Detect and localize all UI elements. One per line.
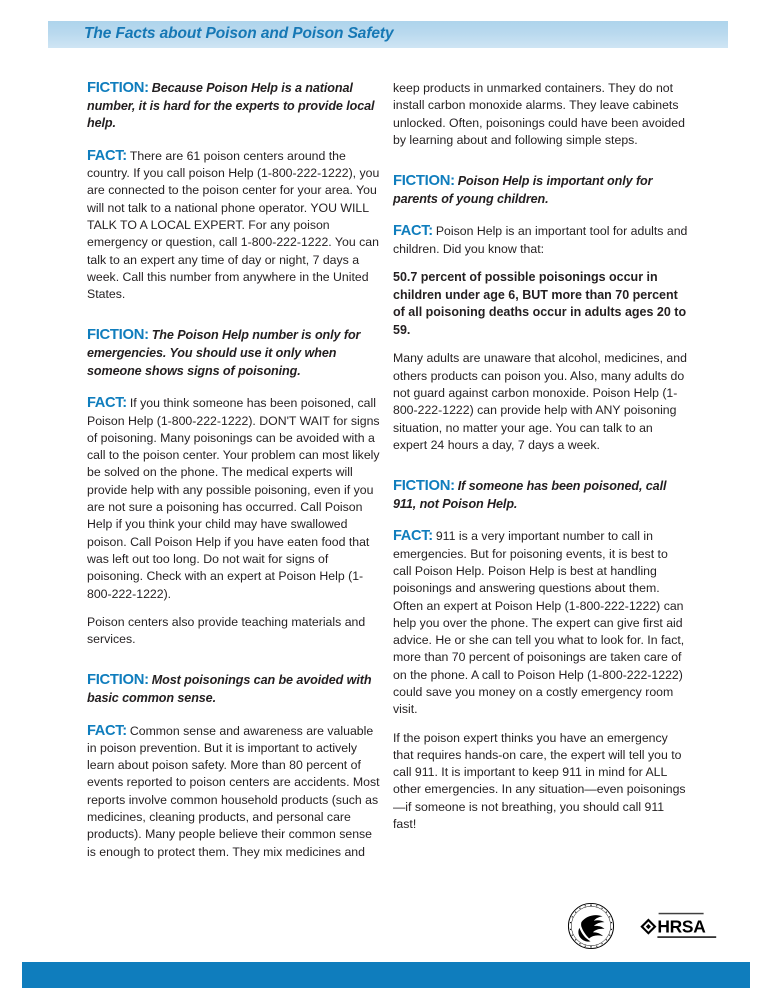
qa-block-3 — [87, 672, 383, 861]
fact-paragraph-3 — [87, 723, 383, 861]
fiction-label: FICTION: — [393, 173, 455, 190]
fact-extra-paragraph-4: Many adults are unaware that alcohol, medicines, and others products can poison you. Also, many adults do not guard against carbon monoxide. Poison Help (1-800-222-1222) can provide help with ANY poisoning situation, no matter your age. You can talk to an expert 24 hours a day, 7 days a week. — [393, 351, 687, 452]
fact-label: FACT: — [393, 528, 433, 545]
fiction-label: FICTION: — [87, 327, 149, 344]
fiction-label: FICTION: — [393, 478, 455, 495]
fact-text: Common sense and awareness are valuable in poison prevention. But it is important to actively learn about poison safety. More than 80 percent of events reported to poison centers are accidents. Most reports involve common household products (such as medicines, cleaning products, and personal care products). Many people believe their common sense is enough to protect them. They mix medicines and — [87, 723, 380, 859]
fiction-label: FICTION: — [87, 80, 149, 96]
block-spacer — [393, 465, 689, 478]
hrsa-wordmark-icon — [640, 911, 724, 941]
block-spacer — [393, 160, 689, 173]
right-column — [393, 80, 689, 844]
fiction-paragraph-4 — [393, 173, 689, 208]
block-spacer — [87, 659, 383, 672]
fact-paragraph-4 — [393, 223, 689, 258]
fact-label: FACT: — [393, 223, 433, 240]
svg-text:HRSA: HRSA — [657, 916, 706, 937]
qa-block-5 — [393, 478, 689, 833]
fiction-text: The Poison Help number is only for emergencies. You should use it only when someone shows signs of poisoning. — [87, 328, 361, 378]
block-spacer — [87, 314, 383, 327]
hhs-seal-icon — [566, 902, 616, 950]
fact-paragraph-1 — [87, 148, 383, 304]
continuation-paragraph: keep products in unmarked containers. They do not install carbon monoxide alarms. They leave cabinets unlocked. Often, poisonings could have been avoided by learning about and following simple steps. — [393, 81, 685, 147]
fiction-paragraph-5 — [393, 478, 689, 513]
left-column — [87, 80, 383, 872]
statistic-callout: 50.7 percent of possible poisonings occur in children under age 6, BUT more than 70 percent of all poisoning deaths occur in adults ages 20 to 59. — [393, 269, 687, 337]
qa-block-1 — [87, 80, 383, 303]
fact-text: There are 61 poison centers around the country. If you call poison Help (1-800-222-1222), you are connected to the poison center for your area. You will not talk to a national phone operator. YOU WILL TALK TO A LOCAL EXPERT. For any poison emergency or question, call 1-800-222-1222. You can talk to an expert any time of day or night, 7 days a week. Call this number from anywhere in the United States. — [87, 148, 380, 302]
fact-text: If you think someone has been poisoned, call Poison Help (1-800-222-1222). DON'T WAIT for signs of poisoning. Many poisonings can be avoided with a call to the poison center. Your problem can most likely be solved on the phone. The medical experts will provide help with any possible poisoning, even if you are not sure a poisoning has occurred. Call Poison Help if you think your child may have swallowed poison. Call Poison Help if you have eaten food that was left out too long. Do not wait for signs of poisoning. Check with an expert at Poison Help (1-800-222-1222). — [87, 396, 380, 601]
footer-bar — [22, 962, 750, 988]
fiction-paragraph-2 — [87, 327, 383, 380]
fact-extra-paragraph-2: Poison centers also provide teaching materials and services. — [87, 614, 366, 647]
agency-logos — [566, 902, 726, 950]
fact-extra-paragraph-5: If the poison expert thinks you have an emergency that requires hands-on care, the expert will tell you to call 911. It is important to keep 911 in mind for ALL other emergencies. In any situation—even poisonings—if someone is not breathing, you should call 911 fast! — [393, 730, 686, 832]
fact-label: FACT: — [87, 395, 127, 412]
fact-text: Poison Help is an important tool for adults and children. Did you know that: — [393, 224, 688, 256]
page-title: The Facts about Poison and Poison Safety — [84, 25, 394, 42]
fiction-text: Most poisonings can be avoided with basic common sense. — [87, 673, 372, 705]
fiction-paragraph-3 — [87, 672, 383, 707]
fiction-label: FICTION: — [87, 672, 149, 689]
fact-label: FACT: — [87, 722, 127, 739]
fiction-paragraph-1 — [87, 80, 383, 133]
fact-label: FACT: — [87, 147, 127, 164]
fact-text: 911 is a very important number to call in emergencies. But for poisoning events, it is best to call Poison Help. Poison Help is best at handling poisonings and answering questions about them. Often an expert at Poison Help (1-800-222-1222) can help you over the phone. The expert can give first aid advice. He or she can tell you what to look for. In fact, more than 70 percent of poisonings are taken care of on the phone. A call to Poison Help (1-800-222-1222) could save you money on a costly emergency room visit. — [393, 529, 685, 717]
qa-block-2 — [87, 327, 383, 648]
fiction-text: Poison Help is important only for parents of young children. — [393, 174, 653, 206]
fact-paragraph-5 — [393, 528, 689, 718]
fiction-text: If someone has been poisoned, call 911, not Poison Help. — [393, 479, 667, 511]
fact-paragraph-2 — [87, 395, 383, 603]
fiction-text: Because Poison Help is a national number, it is hard for the experts to provide local help. — [87, 81, 375, 131]
qa-block-4 — [393, 173, 689, 454]
